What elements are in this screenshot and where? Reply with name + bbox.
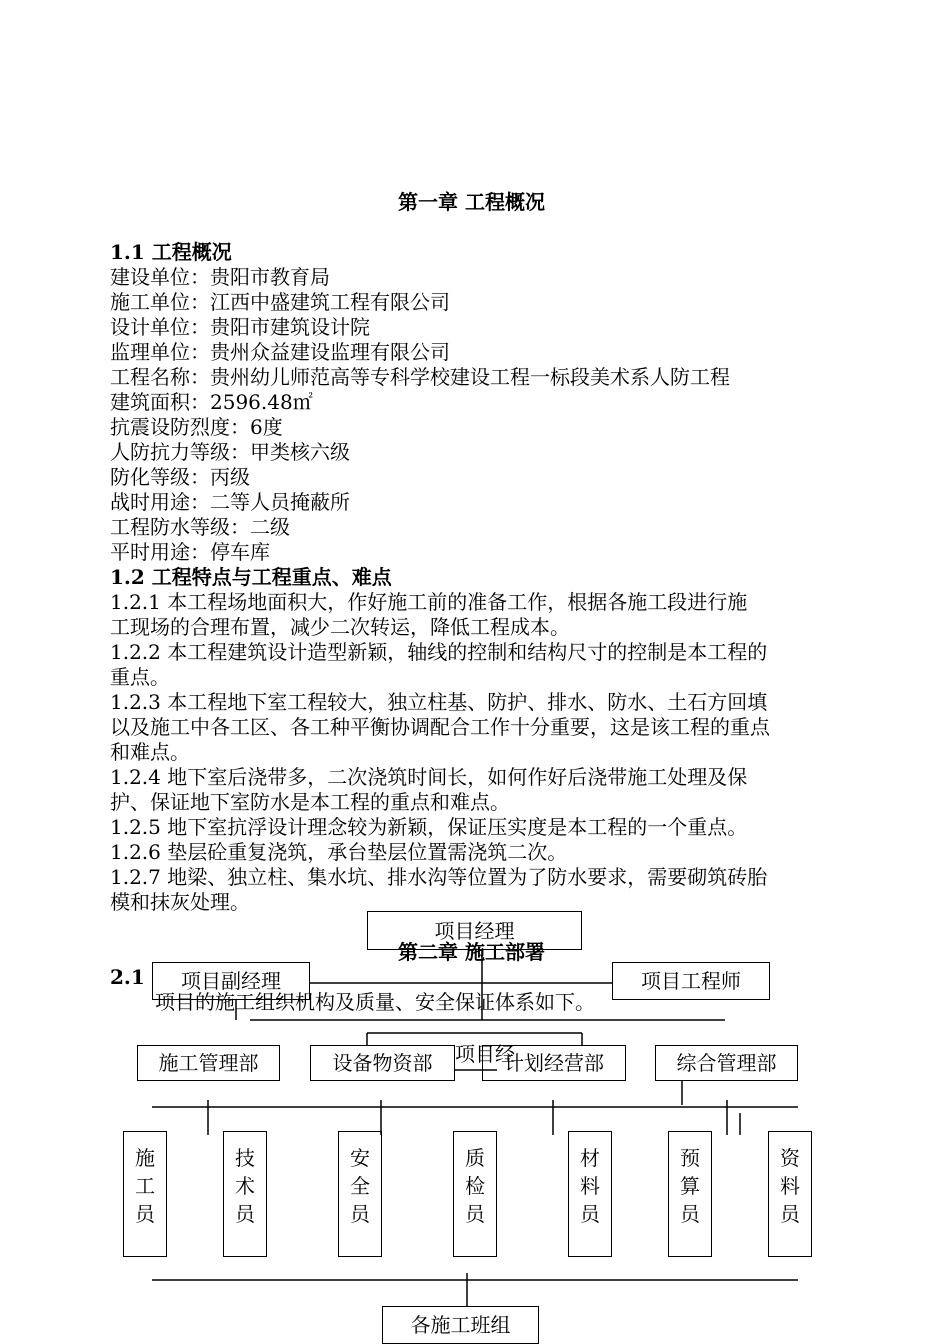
info-line: 工程防水等级：二级	[110, 515, 290, 539]
org-staff-budget	[668, 1131, 712, 1257]
org-staff-safety	[338, 1131, 382, 1257]
org-box-char: 员	[780, 1202, 800, 1226]
info-line: 工程名称：贵州幼儿师范高等专科学校建设工程一标段美术系人防工程	[110, 365, 730, 389]
paragraph-line: 模和抹灰处理。	[110, 890, 250, 914]
info-line: 监理单位：贵州众益建设监理有限公司	[110, 340, 450, 364]
org-work-teams	[382, 1306, 539, 1344]
org-staff-records	[768, 1131, 812, 1257]
org-box-label: 项目经理	[434, 918, 515, 943]
org-box-char: 算	[680, 1174, 700, 1198]
org-dept-general	[655, 1045, 798, 1081]
org-box-label: 各施工班组	[410, 1313, 511, 1337]
paragraph-line: 1.2.7 地梁、独立柱、集水坑、排水沟等位置为了防水要求，需要砌筑砖胎	[110, 865, 768, 889]
org-box-char: 员	[580, 1202, 600, 1226]
org-dept-equipment	[310, 1045, 455, 1081]
org-box-char: 料	[780, 1174, 800, 1198]
paragraph-line: 重点。	[110, 665, 170, 689]
org-box-char: 预	[680, 1146, 700, 1170]
info-line: 平时用途：停车库	[110, 540, 270, 564]
section-heading-1-2: 1.2 工程特点与工程重点、难点	[110, 565, 392, 589]
section-heading-1-1: 1.1 工程概况	[110, 240, 232, 264]
org-box-char: 员	[680, 1202, 700, 1226]
paragraph-line: 1.2.1 本工程场地面积大，作好施工前的准备工作，根据各施工段进行施	[110, 590, 748, 614]
org-box-char: 术	[235, 1174, 255, 1198]
org-staff-material	[568, 1131, 612, 1257]
hidden-box-text: 项目经	[455, 1042, 515, 1066]
org-box-char: 全	[350, 1174, 370, 1198]
paragraph-line: 1.2.4 地下室后浇带多，二次浇筑时间长，如何作好后浇带施工处理及保	[110, 765, 748, 789]
info-line: 设计单位：贵阳市建筑设计院	[110, 315, 370, 339]
chapter2-title: 第二章 施工部署	[398, 940, 545, 964]
org-dept-planning	[482, 1045, 626, 1081]
org-box-char: 员	[350, 1202, 370, 1226]
org-box-char: 材	[580, 1146, 600, 1170]
org-staff-technical	[223, 1131, 267, 1257]
info-line: 建筑面积：2596.48㎡	[110, 390, 313, 414]
info-line: 人防抗力等级：甲类核六级	[110, 440, 350, 464]
org-box-char: 员	[235, 1202, 255, 1226]
paragraph-line: 护、保证地下室防水是本工程的重点和难点。	[110, 790, 510, 814]
org-box-char: 员	[465, 1202, 485, 1226]
org-box-char: 工	[135, 1174, 155, 1198]
paragraph-line: 工现场的合理布置，减少二次转运，降低工程成本。	[110, 615, 570, 639]
paragraph-line: 1.2.3 本工程地下室工程较大，独立柱基、防护、排水、防水、土石方回填	[110, 690, 768, 714]
org-box-char: 质	[465, 1146, 485, 1170]
org-box-label: 计划经营部	[504, 1051, 604, 1075]
org-box-char: 安	[350, 1146, 370, 1170]
org-box-char: 资	[780, 1146, 800, 1170]
org-box-char: 料	[580, 1174, 600, 1198]
info-line: 抗震设防烈度：6度	[110, 415, 283, 439]
info-line: 战时用途：二等人员掩蔽所	[110, 490, 350, 514]
section-heading-2-1: 2.1	[110, 965, 145, 989]
org-deputy-manager	[152, 962, 310, 1000]
org-box-label: 设备物资部	[332, 1051, 433, 1075]
info-line: 防化等级：丙级	[110, 465, 250, 489]
paragraph-line: 1.2.6 垫层砼重复浇筑，承台垫层位置需浇筑二次。	[110, 840, 568, 864]
org-box-char: 技	[235, 1146, 255, 1170]
org-staff-construction	[123, 1131, 167, 1257]
paragraph-line: 1.2.5 地下室抗浮设计理念较为新颖，保证压实度是本工程的一个重点。	[110, 815, 748, 839]
paragraph-line: 和难点。	[110, 740, 190, 764]
org-box-label: 项目副经理	[181, 969, 281, 993]
chapter-title: 第一章 工程概况	[398, 190, 545, 214]
chapter2-intro: 项目的施工组织机构及质量、安全保证体系如下。	[155, 990, 595, 1014]
org-dept-construction	[137, 1045, 280, 1081]
paragraph-line: 1.2.2 本工程建筑设计造型新颖，轴线的控制和结构尺寸的控制是本工程的	[110, 640, 768, 664]
info-line: 施工单位：江西中盛建筑工程有限公司	[110, 290, 450, 314]
org-box-label: 项目工程师	[641, 969, 741, 993]
org-box-char: 检	[465, 1174, 485, 1198]
org-box-label: 综合管理部	[676, 1051, 777, 1075]
org-box-char: 员	[135, 1202, 155, 1226]
org-box-label: 施工管理部	[158, 1051, 259, 1075]
org-project-engineer	[612, 962, 770, 1000]
paragraph-line: 以及施工中各工区、各工种平衡协调配合工作十分重要，这是该工程的重点	[110, 715, 770, 739]
org-project-manager	[367, 911, 582, 950]
org-staff-quality	[453, 1131, 497, 1257]
info-line: 建设单位：贵阳市教育局	[110, 265, 330, 289]
org-box-char: 施	[135, 1146, 155, 1170]
